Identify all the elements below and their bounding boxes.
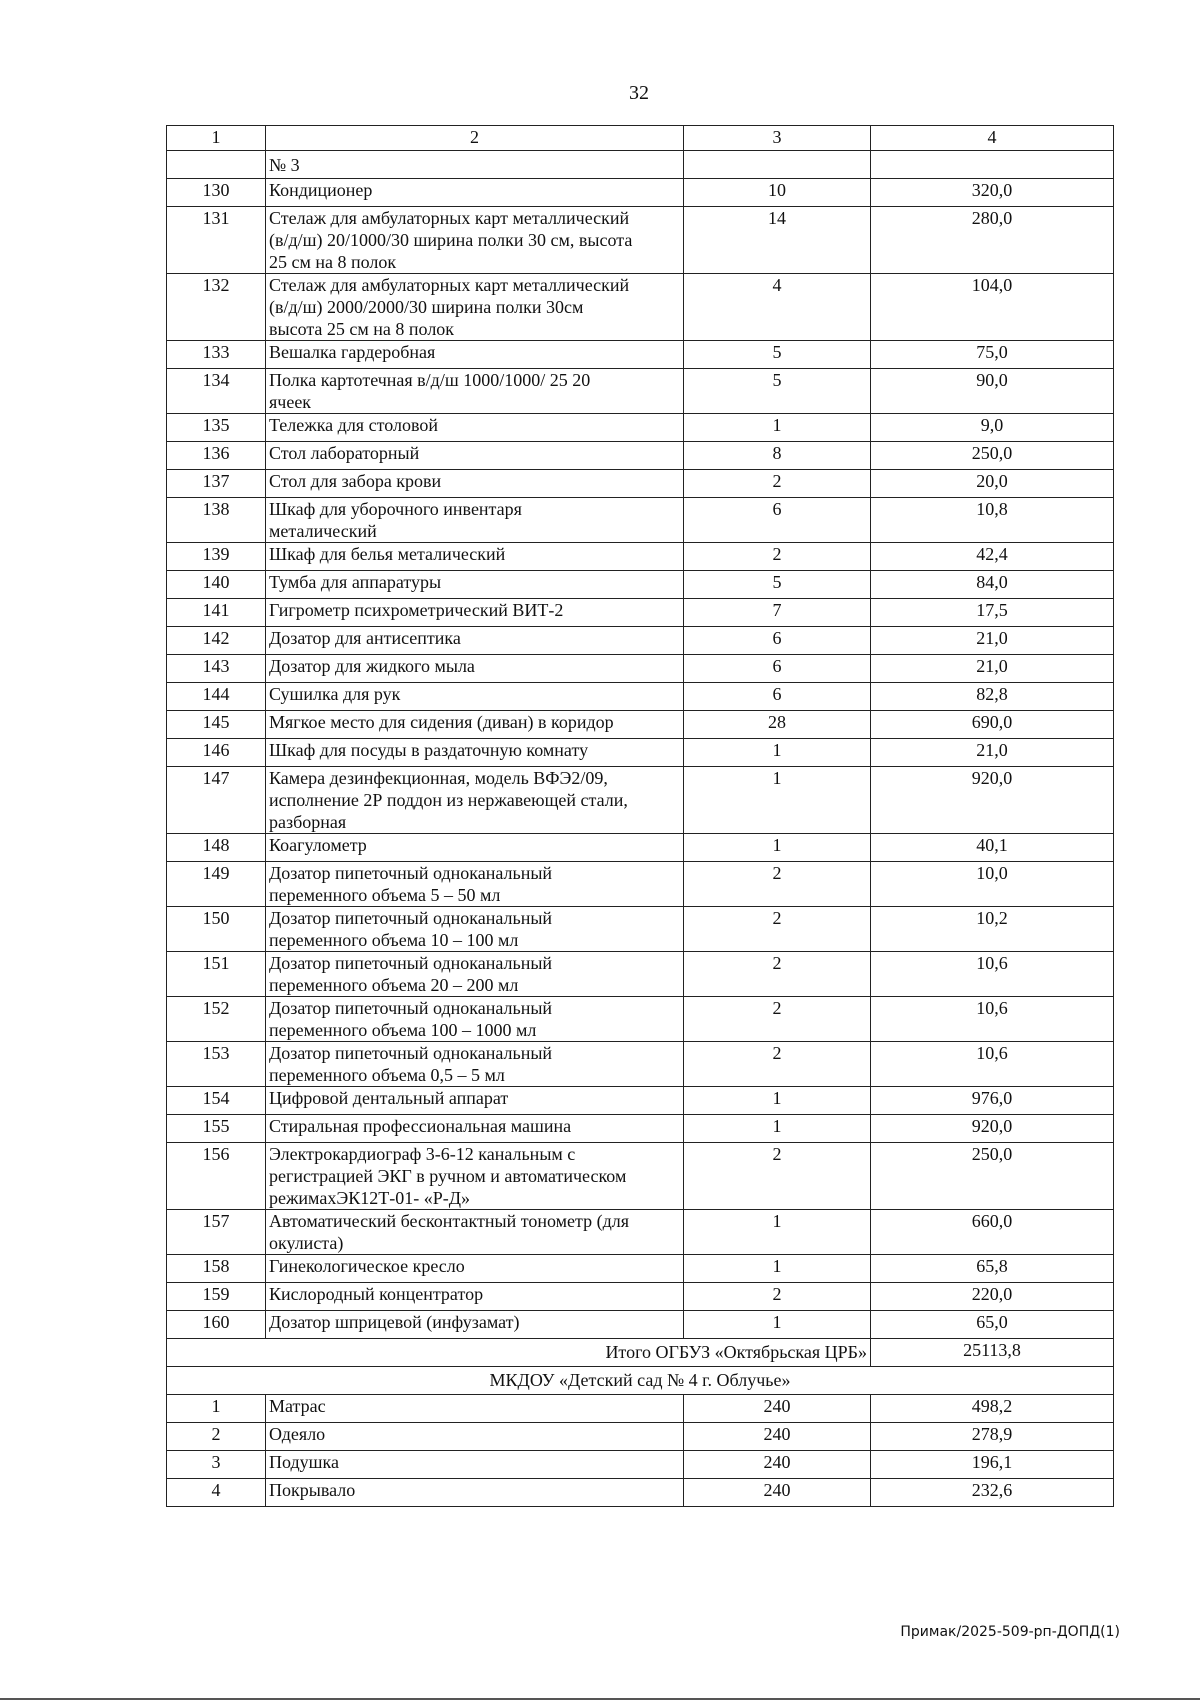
table-row xyxy=(167,442,1114,470)
item-quantity: 14 xyxy=(684,207,871,274)
item-sum: 20,0 xyxy=(871,470,1114,498)
item-sum: 104,0 xyxy=(871,274,1114,341)
row-number: 138 xyxy=(167,498,266,543)
item-quantity: 28 xyxy=(684,711,871,739)
item-name xyxy=(266,1451,684,1479)
item-name xyxy=(266,767,684,834)
equipment-table xyxy=(166,125,1114,1507)
item-name-line: Автоматический бесконтактный тонометр (для xyxy=(269,1211,630,1231)
item-name xyxy=(266,739,684,767)
table-row xyxy=(167,207,1114,274)
item-name-line: переменного объема 0,5 – 5 мл xyxy=(269,1065,505,1085)
total-label: Итого ОГБУЗ «Октябрьская ЦРБ» xyxy=(167,1339,871,1367)
item-name-line: ячеек xyxy=(269,392,312,412)
row-number: 147 xyxy=(167,767,266,834)
item-name-line: 25 см на 8 полок xyxy=(269,252,397,272)
row-number: 153 xyxy=(167,1042,266,1087)
table-row xyxy=(167,571,1114,599)
item-quantity: 5 xyxy=(684,369,871,414)
item-name-line: Шкаф для белья металический xyxy=(269,544,506,564)
item-name-line: Шкаф для уборочного инвентаря xyxy=(269,499,522,519)
item-quantity: 1 xyxy=(684,834,871,862)
item-name-line: (в/д/ш) 20/1000/30 ширина полки 30 см, высота xyxy=(269,230,633,250)
row-number: 136 xyxy=(167,442,266,470)
table-row xyxy=(167,907,1114,952)
table-subheader-row xyxy=(167,151,1114,179)
item-name xyxy=(266,1087,684,1115)
item-name-line: Дозатор для антисептика xyxy=(269,628,461,648)
row-number: 150 xyxy=(167,907,266,952)
table-row xyxy=(167,543,1114,571)
item-sum: 42,4 xyxy=(871,543,1114,571)
section-title: МКДОУ «Детский сад № 4 г. Облучье» xyxy=(167,1367,1114,1395)
row-number: 142 xyxy=(167,627,266,655)
table-row xyxy=(167,655,1114,683)
item-name-line: Мягкое место для сидения (диван) в коридор xyxy=(269,712,614,732)
item-quantity: 240 xyxy=(684,1423,871,1451)
item-name xyxy=(266,1115,684,1143)
item-quantity: 2 xyxy=(684,997,871,1042)
row-number: 133 xyxy=(167,341,266,369)
item-sum: 10,6 xyxy=(871,952,1114,997)
item-name xyxy=(266,907,684,952)
item-sum: 10,6 xyxy=(871,1042,1114,1087)
row-number: 148 xyxy=(167,834,266,862)
table-row xyxy=(167,1087,1114,1115)
item-quantity: 1 xyxy=(684,1087,871,1115)
item-quantity: 2 xyxy=(684,543,871,571)
item-sum: 75,0 xyxy=(871,341,1114,369)
item-sum: 320,0 xyxy=(871,179,1114,207)
item-sum: 10,0 xyxy=(871,862,1114,907)
item-name xyxy=(266,470,684,498)
item-name-line: Подушка xyxy=(269,1452,339,1472)
subheader-label: № 3 xyxy=(266,151,684,179)
item-name xyxy=(266,571,684,599)
table-row xyxy=(167,952,1114,997)
row-number: 143 xyxy=(167,655,266,683)
table-row xyxy=(167,1395,1114,1423)
table-row xyxy=(167,1143,1114,1210)
table-row xyxy=(167,1479,1114,1507)
table-row xyxy=(167,1451,1114,1479)
table-row xyxy=(167,767,1114,834)
item-name-line: Матрас xyxy=(269,1396,326,1416)
item-name-line: Дозатор пипеточный одноканальный xyxy=(269,1043,553,1063)
item-name-line: Дозатор пипеточный одноканальный xyxy=(269,863,553,883)
row-number: 132 xyxy=(167,274,266,341)
item-name-line: Электрокардиограф 3-6-12 канальным с xyxy=(269,1144,576,1164)
row-number: 152 xyxy=(167,997,266,1042)
item-sum: 10,2 xyxy=(871,907,1114,952)
item-name xyxy=(266,997,684,1042)
header-col-2: 2 xyxy=(266,126,684,151)
row-number: 145 xyxy=(167,711,266,739)
table-row xyxy=(167,1423,1114,1451)
item-sum: 90,0 xyxy=(871,369,1114,414)
item-quantity: 2 xyxy=(684,1283,871,1311)
item-name-line: Цифровой дентальный аппарат xyxy=(269,1088,509,1108)
item-name-line: Покрывало xyxy=(269,1480,356,1500)
item-quantity: 1 xyxy=(684,1255,871,1283)
item-quantity: 4 xyxy=(684,274,871,341)
item-name-line: переменного объема 100 – 1000 мл xyxy=(269,1020,537,1040)
item-name xyxy=(266,1283,684,1311)
item-name xyxy=(266,442,684,470)
item-sum: 21,0 xyxy=(871,739,1114,767)
item-quantity: 5 xyxy=(684,571,871,599)
item-name xyxy=(266,627,684,655)
item-name-line: Дозатор для жидкого мыла xyxy=(269,656,475,676)
item-name xyxy=(266,341,684,369)
scan-edge-line xyxy=(0,1698,1200,1700)
item-name-line: Стелаж для амбулаторных карт металлический xyxy=(269,275,630,295)
item-sum: 220,0 xyxy=(871,1283,1114,1311)
header-col-4: 4 xyxy=(871,126,1114,151)
item-name xyxy=(266,369,684,414)
item-name xyxy=(266,207,684,274)
item-name xyxy=(266,1143,684,1210)
item-name xyxy=(266,1479,684,1507)
row-number: 159 xyxy=(167,1283,266,1311)
item-name-line: режимахЭК12Т-01- «Р-Д» xyxy=(269,1188,470,1208)
table-header-row xyxy=(167,126,1114,151)
item-name-line: Дозатор шприцевой (инфузамат) xyxy=(269,1312,520,1332)
item-quantity: 2 xyxy=(684,470,871,498)
item-quantity: 7 xyxy=(684,599,871,627)
item-name xyxy=(266,179,684,207)
table-row xyxy=(167,414,1114,442)
item-sum: 10,6 xyxy=(871,997,1114,1042)
item-sum: 660,0 xyxy=(871,1210,1114,1255)
item-quantity: 1 xyxy=(684,1115,871,1143)
item-name-line: переменного объема 20 – 200 мл xyxy=(269,975,519,995)
item-quantity: 2 xyxy=(684,862,871,907)
item-name-line: Гинекологическое кресло xyxy=(269,1256,465,1276)
item-name-line: Кондиционер xyxy=(269,180,373,200)
item-sum: 17,5 xyxy=(871,599,1114,627)
item-name xyxy=(266,1395,684,1423)
item-name xyxy=(266,1042,684,1087)
item-name xyxy=(266,711,684,739)
item-sum: 21,0 xyxy=(871,655,1114,683)
total-row xyxy=(167,1339,1114,1367)
item-name xyxy=(266,274,684,341)
item-name xyxy=(266,1210,684,1255)
item-sum: 278,9 xyxy=(871,1423,1114,1451)
item-sum: 280,0 xyxy=(871,207,1114,274)
item-name xyxy=(266,1423,684,1451)
table-row xyxy=(167,627,1114,655)
item-sum: 10,8 xyxy=(871,498,1114,543)
item-sum: 250,0 xyxy=(871,1143,1114,1210)
item-quantity: 2 xyxy=(684,952,871,997)
row-number: 139 xyxy=(167,543,266,571)
item-sum: 196,1 xyxy=(871,1451,1114,1479)
table-row xyxy=(167,1210,1114,1255)
item-sum: 232,6 xyxy=(871,1479,1114,1507)
row-number: 151 xyxy=(167,952,266,997)
total-value: 25113,8 xyxy=(871,1339,1114,1367)
item-sum: 920,0 xyxy=(871,1115,1114,1143)
item-quantity: 2 xyxy=(684,1042,871,1087)
header-col-1: 1 xyxy=(167,126,266,151)
table-row xyxy=(167,599,1114,627)
item-name-line: металический xyxy=(269,521,377,541)
item-name xyxy=(266,655,684,683)
item-sum: 82,8 xyxy=(871,683,1114,711)
item-name-line: Тележка для столовой xyxy=(269,415,438,435)
section-title-row xyxy=(167,1367,1114,1395)
item-name-line: Полка картотечная в/д/ш 1000/1000/ 25 20 xyxy=(269,370,591,390)
item-name-line: разборная xyxy=(269,812,347,832)
item-name-line: переменного объема 10 – 100 мл xyxy=(269,930,519,950)
table-row xyxy=(167,1255,1114,1283)
item-name-line: Шкаф для посуды в раздаточную комнату xyxy=(269,740,589,760)
item-name-line: Коагулометр xyxy=(269,835,367,855)
item-name xyxy=(266,862,684,907)
item-quantity: 1 xyxy=(684,739,871,767)
table-row xyxy=(167,1042,1114,1087)
row-number: 146 xyxy=(167,739,266,767)
table-row xyxy=(167,1283,1114,1311)
item-name-line: Дозатор пипеточный одноканальный xyxy=(269,998,553,1018)
item-quantity: 1 xyxy=(684,414,871,442)
item-quantity: 6 xyxy=(684,627,871,655)
item-quantity: 6 xyxy=(684,498,871,543)
item-sum: 976,0 xyxy=(871,1087,1114,1115)
item-name-line: Кислородный концентратор xyxy=(269,1284,484,1304)
item-name-line: Вешалка гардеробная xyxy=(269,342,436,362)
item-quantity: 6 xyxy=(684,683,871,711)
item-sum: 21,0 xyxy=(871,627,1114,655)
table-row xyxy=(167,1311,1114,1339)
item-name-line: Дозатор пипеточный одноканальный xyxy=(269,953,553,973)
item-quantity: 10 xyxy=(684,179,871,207)
item-name-line: регистрацией ЭКГ в ручном и автоматическом xyxy=(269,1166,627,1186)
table-row xyxy=(167,179,1114,207)
item-name xyxy=(266,414,684,442)
item-name-line: Стол для забора крови xyxy=(269,471,442,491)
item-quantity: 2 xyxy=(684,907,871,952)
document-reference: Примак/2025-509-рп-ДОПД(1) xyxy=(900,1624,1120,1640)
header-col-3: 3 xyxy=(684,126,871,151)
item-quantity: 5 xyxy=(684,341,871,369)
item-name xyxy=(266,834,684,862)
item-quantity: 1 xyxy=(684,767,871,834)
row-number: 135 xyxy=(167,414,266,442)
item-sum: 40,1 xyxy=(871,834,1114,862)
row-number: 149 xyxy=(167,862,266,907)
row-number: 141 xyxy=(167,599,266,627)
row-number: 155 xyxy=(167,1115,266,1143)
table-row xyxy=(167,274,1114,341)
table-row xyxy=(167,341,1114,369)
table-row xyxy=(167,683,1114,711)
row-number: 160 xyxy=(167,1311,266,1339)
item-quantity: 2 xyxy=(684,1143,871,1210)
item-quantity: 1 xyxy=(684,1311,871,1339)
row-number: 144 xyxy=(167,683,266,711)
item-name-line: Дозатор пипеточный одноканальный xyxy=(269,908,553,928)
item-name-line: Стиральная профессиональная машина xyxy=(269,1116,572,1136)
row-number: 154 xyxy=(167,1087,266,1115)
item-sum: 9,0 xyxy=(871,414,1114,442)
item-name-line: Камера дезинфекционная, модель ВФЭ2/09, xyxy=(269,768,608,788)
item-quantity: 240 xyxy=(684,1479,871,1507)
item-name-line: окулиста) xyxy=(269,1233,344,1253)
item-sum: 84,0 xyxy=(871,571,1114,599)
item-name xyxy=(266,1311,684,1339)
table-row xyxy=(167,1115,1114,1143)
item-quantity: 240 xyxy=(684,1451,871,1479)
item-name xyxy=(266,952,684,997)
row-number: 2 xyxy=(167,1423,266,1451)
item-name-line: переменного объема 5 – 50 мл xyxy=(269,885,501,905)
item-name-line: высота 25 см на 8 полок xyxy=(269,319,455,339)
item-name xyxy=(266,599,684,627)
item-sum: 690,0 xyxy=(871,711,1114,739)
item-sum: 498,2 xyxy=(871,1395,1114,1423)
table-row xyxy=(167,369,1114,414)
table-row xyxy=(167,997,1114,1042)
row-number: 3 xyxy=(167,1451,266,1479)
item-quantity: 240 xyxy=(684,1395,871,1423)
table-row xyxy=(167,834,1114,862)
row-number: 137 xyxy=(167,470,266,498)
item-name-line: Сушилка для рук xyxy=(269,684,401,704)
table-row xyxy=(167,739,1114,767)
row-number: 131 xyxy=(167,207,266,274)
item-name-line: Одеяло xyxy=(269,1424,326,1444)
page-number: 32 xyxy=(629,82,649,104)
row-number: 4 xyxy=(167,1479,266,1507)
item-name-line: (в/д/ш) 2000/2000/30 ширина полки 30см xyxy=(269,297,584,317)
item-sum: 250,0 xyxy=(871,442,1114,470)
item-sum: 65,0 xyxy=(871,1311,1114,1339)
item-quantity: 1 xyxy=(684,1210,871,1255)
item-name xyxy=(266,1255,684,1283)
row-number: 130 xyxy=(167,179,266,207)
row-number: 156 xyxy=(167,1143,266,1210)
item-quantity: 8 xyxy=(684,442,871,470)
item-name-line: Тумба для аппаратуры xyxy=(269,572,442,592)
item-name xyxy=(266,543,684,571)
item-sum: 65,8 xyxy=(871,1255,1114,1283)
item-name xyxy=(266,498,684,543)
row-number: 134 xyxy=(167,369,266,414)
item-name-line: Стелаж для амбулаторных карт металлический xyxy=(269,208,630,228)
table-row xyxy=(167,498,1114,543)
table-row xyxy=(167,862,1114,907)
item-name-line: исполнение 2Р поддон из нержавеющей стали, xyxy=(269,790,628,810)
row-number: 140 xyxy=(167,571,266,599)
table-row xyxy=(167,711,1114,739)
item-quantity: 6 xyxy=(684,655,871,683)
item-name xyxy=(266,683,684,711)
item-name-line: Стол лабораторный xyxy=(269,443,420,463)
item-name-line: Гигрометр психрометрический ВИТ-2 xyxy=(269,600,564,620)
row-number: 157 xyxy=(167,1210,266,1255)
row-number: 1 xyxy=(167,1395,266,1423)
row-number: 158 xyxy=(167,1255,266,1283)
item-sum: 920,0 xyxy=(871,767,1114,834)
table-row xyxy=(167,470,1114,498)
